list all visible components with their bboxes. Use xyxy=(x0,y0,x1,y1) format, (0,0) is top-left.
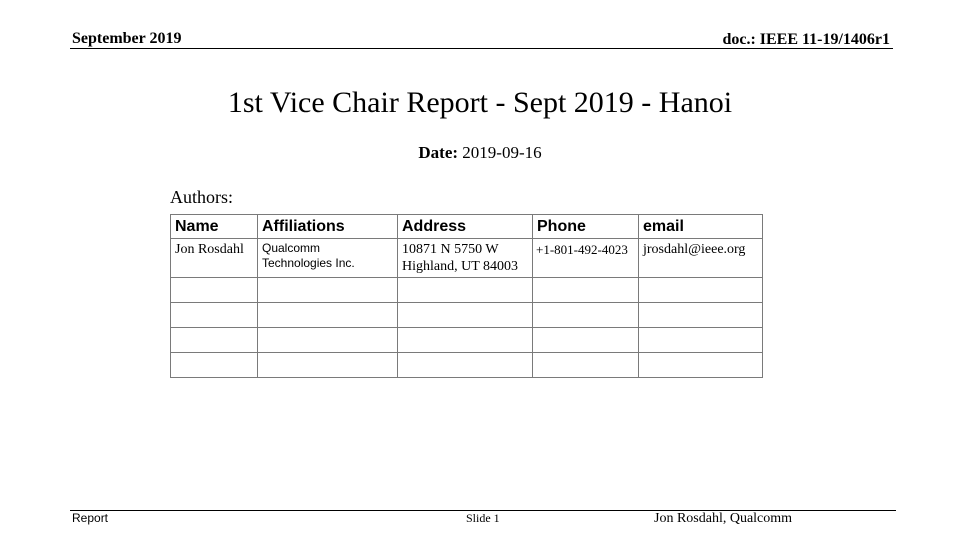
cell-address xyxy=(398,239,533,278)
table-row-empty xyxy=(171,303,763,328)
col-header-affiliations: Affiliations xyxy=(258,215,398,239)
date-label: Date: xyxy=(418,143,459,162)
header-doc-id: doc.: IEEE 11-19/1406r1 xyxy=(722,31,890,48)
header-divider xyxy=(70,48,893,49)
table-row-empty xyxy=(171,328,763,353)
col-header-phone: Phone xyxy=(533,215,639,239)
date-value: 2019-09-16 xyxy=(458,143,542,162)
authors-table xyxy=(170,214,763,378)
table-row-empty xyxy=(171,353,763,378)
footer-slide-number: Slide 1 xyxy=(466,511,500,525)
footer-author: Jon Rosdahl, Qualcomm xyxy=(654,511,793,526)
cell-affiliation xyxy=(258,239,398,278)
slide-title: 1st Vice Chair Report - Sept 2019 - Hanoi xyxy=(227,86,733,119)
footer-left: Report xyxy=(72,511,109,525)
address-line-1: 10871 N 5750 W xyxy=(402,242,499,257)
authors-label: Authors: xyxy=(170,187,233,207)
cell-email: jrosdahl@ieee.org xyxy=(639,239,763,278)
table-row xyxy=(171,239,763,278)
table-row-empty xyxy=(171,278,763,303)
affiliation-line-2: Technologies Inc. xyxy=(262,256,355,270)
address-line-2: Highland, UT 84003 xyxy=(402,259,519,274)
cell-phone: +1-801-492-4023 xyxy=(533,239,639,278)
cell-name: Jon Rosdahl xyxy=(171,239,258,278)
affiliation-line-1: Qualcomm xyxy=(262,241,321,255)
header-date: September 2019 xyxy=(72,30,182,47)
col-header-address: Address xyxy=(398,215,533,239)
col-header-email: email xyxy=(639,215,763,239)
col-header-name: Name xyxy=(171,215,258,239)
table-header-row xyxy=(171,215,763,239)
date-line xyxy=(0,143,960,163)
